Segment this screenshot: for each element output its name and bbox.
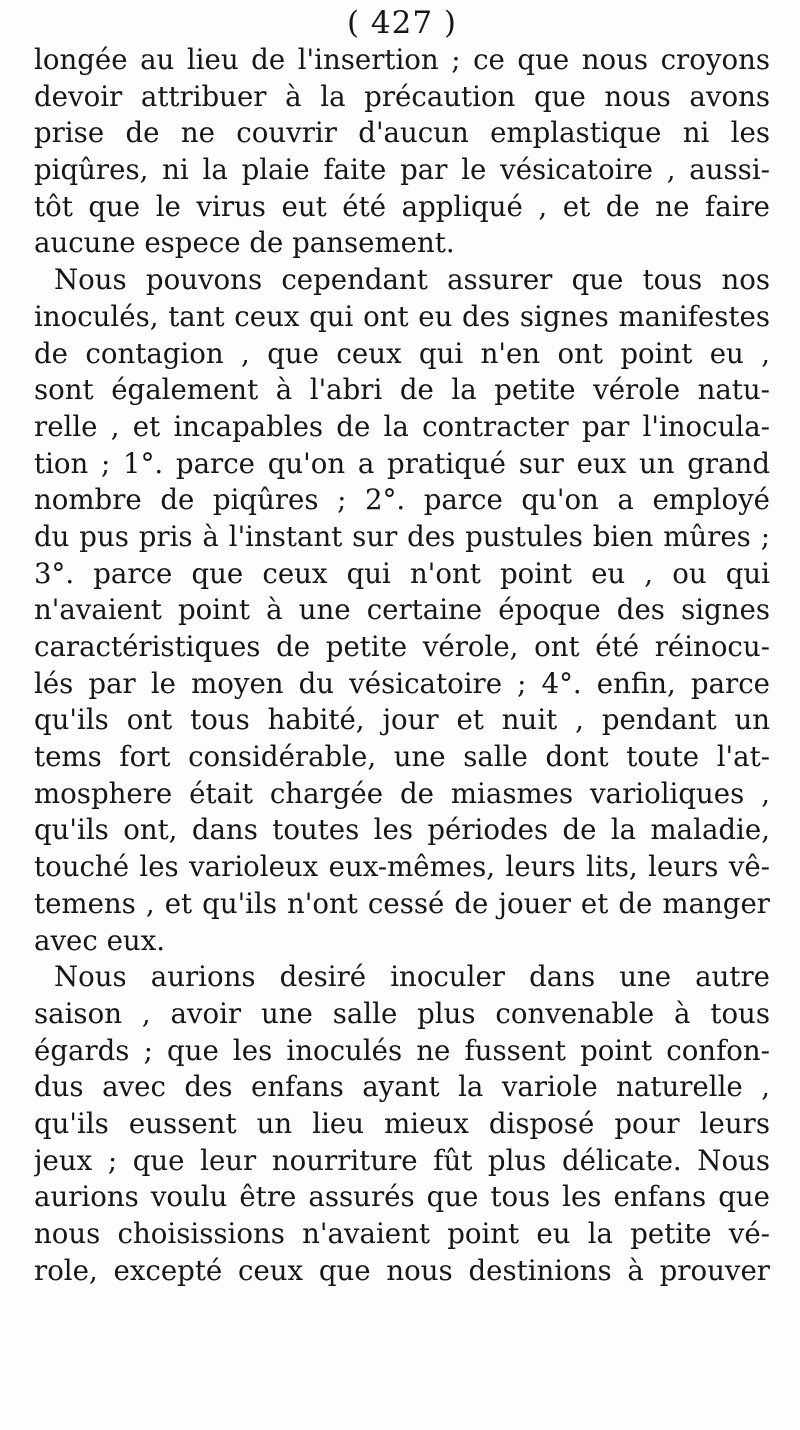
text-line: égards ; que les inoculés ne fussent point confon- [34,1033,770,1067]
text-line: Nous pouvons cependant assurer que tous nos [54,263,770,297]
text-line: nous choisissions n'avaient point eu la petite vé- [34,1217,770,1250]
text-line: role, excepté ceux que nous destinions à prouver [34,1253,770,1287]
text-line: qu'ils ont tous habité, jour et nuit , pendant un [34,703,770,737]
text-line: inoculés, tant ceux qui ont eu des signes manifestes [34,299,770,333]
text-line: nombre de piqûres ; 2°. parce qu'on a employé [34,483,770,517]
text-line: longée au lieu de l'insertion ; ce que nous croyons [34,43,770,76]
text-line: qu'ils ont, dans toutes les périodes de la maladie, [34,813,770,847]
text-line: dus avec des enfans ayant la variole naturelle , [34,1070,770,1104]
body-text [34,42,770,1289]
text-line: du pus pris à l'instant sur des pustules bien mûres ; [34,519,770,553]
text-line: de contagion , que ceux qui n'en ont point eu , [34,336,770,370]
page-number: ( 427 ) [346,5,458,41]
text-line: aucune espece de pansement. [34,226,455,260]
text-line: caractéristiques de petite vérole, ont été réinocu- [34,630,770,663]
text-line: devoir attribuer à la précaution que nous avons [34,79,770,113]
text-line: temens , et qu'ils n'ont cessé de jouer et de manger [34,886,770,920]
text-line: tems fort considérable, une salle dont toute l'at- [34,740,770,774]
text-line: sont également à l'abri de la petite vérole natu- [34,373,770,407]
text-line: Nous aurions desiré inoculer dans une autre [54,960,770,994]
text-line: tion ; 1°. parce qu'on a pratiqué sur eux un grand [34,446,770,480]
text-line: qu'ils eussent un lieu mieux disposé pour leurs [34,1106,770,1140]
text-line: saison , avoir une salle plus convenable à tous [34,996,770,1030]
text-line: aurions voulu être assurés que tous les enfans que [34,1180,770,1214]
text-line: prise de ne couvrir d'aucun emplastique ni les [34,116,770,150]
text-line: avec eux. [34,923,166,957]
text-line: tôt que le virus eut été appliqué , et de ne faire [34,189,770,223]
text-line: mosphere était chargée de miasmes varioliques , [34,776,770,810]
text-line: n'avaient point à une certaine époque des signes [34,593,770,627]
text-line: 3°. parce que ceux qui n'ont point eu , ou qui [34,556,770,590]
text-line: relle , et incapables de la contracter par l'inocula- [34,409,770,443]
text-line: jeux ; que leur nourriture fût plus délicate. Nous [34,1143,770,1177]
text-line: touché les varioleux eux-mêmes, leurs lits, leurs vê- [34,850,770,884]
text-line: piqûres, ni la plaie faite par le vésicatoire , aussi- [34,153,770,187]
text-line: lés par le moyen du vésicatoire ; 4°. enfin, parce [34,666,770,700]
